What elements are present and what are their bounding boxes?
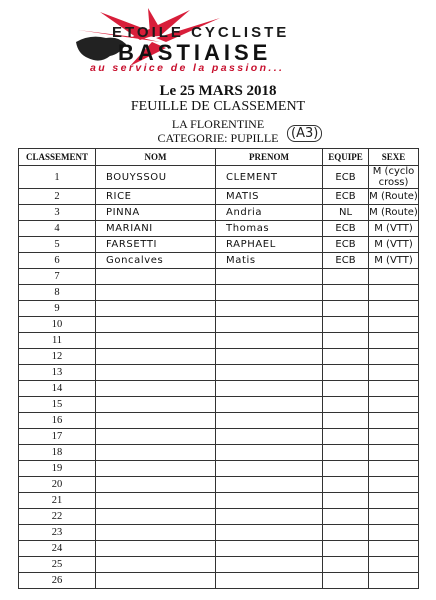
sexe-cell — [369, 429, 419, 445]
table-row — [19, 381, 419, 397]
table-body — [19, 166, 419, 589]
club-name-line2: BASTIAISE — [118, 40, 272, 65]
table-row — [19, 166, 419, 189]
rank-cell: 21 — [19, 493, 96, 509]
prenom-cell: RAPHAEL — [216, 237, 323, 253]
nom-cell — [96, 381, 216, 397]
nom-cell: PINNA — [96, 205, 216, 221]
sexe-cell: M (VTT) — [369, 253, 419, 269]
equipe-cell: ECB — [323, 237, 369, 253]
equipe-cell — [323, 541, 369, 557]
rank-cell: 11 — [19, 333, 96, 349]
table-header-row — [19, 149, 419, 166]
nom-cell — [96, 429, 216, 445]
club-slogan: au service de la passion... — [90, 62, 285, 74]
equipe-cell — [323, 397, 369, 413]
equipe-cell — [323, 573, 369, 589]
nom-cell — [96, 573, 216, 589]
table-row — [19, 349, 419, 365]
nom-cell: MARIANI — [96, 221, 216, 237]
rank-cell: 13 — [19, 365, 96, 381]
equipe-cell — [323, 525, 369, 541]
rank-cell: 14 — [19, 381, 96, 397]
sexe-cell — [369, 573, 419, 589]
prenom-cell — [216, 349, 323, 365]
sexe-cell — [369, 541, 419, 557]
table-row — [19, 429, 419, 445]
prenom-cell — [216, 301, 323, 317]
rank-cell: 7 — [19, 269, 96, 285]
nom-cell — [96, 349, 216, 365]
rank-cell: 25 — [19, 557, 96, 573]
rank-cell: 22 — [19, 509, 96, 525]
rank-cell: 3 — [19, 205, 96, 221]
equipe-cell: ECB — [323, 166, 369, 189]
sexe-cell: M (VTT) — [369, 221, 419, 237]
column-header-nom: NOM — [96, 149, 216, 166]
column-header-sexe: SEXE — [369, 149, 419, 166]
prenom-cell: Matis — [216, 253, 323, 269]
category-label: CATEGORIE: PUPILLE — [157, 131, 279, 145]
column-header-prenom: PRENOM — [216, 149, 323, 166]
equipe-cell — [323, 509, 369, 525]
prenom-cell — [216, 573, 323, 589]
rank-cell: 2 — [19, 189, 96, 205]
sexe-cell — [369, 381, 419, 397]
rank-cell: 6 — [19, 253, 96, 269]
nom-cell: FARSETTI — [96, 237, 216, 253]
table-row — [19, 221, 419, 237]
sexe-cell — [369, 285, 419, 301]
table-row — [19, 333, 419, 349]
prenom-cell — [216, 477, 323, 493]
prenom-cell — [216, 493, 323, 509]
equipe-cell — [323, 429, 369, 445]
sexe-cell — [369, 509, 419, 525]
rank-cell: 9 — [19, 301, 96, 317]
rank-cell: 23 — [19, 525, 96, 541]
nom-cell — [96, 333, 216, 349]
nom-cell — [96, 365, 216, 381]
sexe-cell — [369, 301, 419, 317]
equipe-cell: ECB — [323, 253, 369, 269]
nom-cell — [96, 413, 216, 429]
equipe-cell — [323, 317, 369, 333]
nom-cell — [96, 461, 216, 477]
table-row — [19, 445, 419, 461]
table-row — [19, 237, 419, 253]
rank-cell: 10 — [19, 317, 96, 333]
event-date: Le 25 MARS 2018 — [159, 83, 277, 99]
sexe-cell — [369, 413, 419, 429]
sexe-cell — [369, 397, 419, 413]
table-row — [19, 269, 419, 285]
rank-cell: 1 — [19, 166, 96, 189]
column-header-equipe: EQUIPE — [323, 149, 369, 166]
rank-cell: 19 — [19, 461, 96, 477]
rank-cell: 16 — [19, 413, 96, 429]
nom-cell — [96, 493, 216, 509]
table-row — [19, 413, 419, 429]
prenom-cell: Andria — [216, 205, 323, 221]
sexe-cell: M (Route) — [369, 189, 419, 205]
prenom-cell — [216, 509, 323, 525]
sexe-cell — [369, 477, 419, 493]
nom-cell — [96, 541, 216, 557]
prenom-cell — [216, 541, 323, 557]
table-row — [19, 317, 419, 333]
equipe-cell — [323, 413, 369, 429]
nom-cell — [96, 445, 216, 461]
sexe-cell: M (Route) — [369, 205, 419, 221]
sheet-title: FEUILLE DE CLASSEMENT — [130, 99, 306, 114]
prenom-cell: Thomas — [216, 221, 323, 237]
rank-cell: 4 — [19, 221, 96, 237]
table-row — [19, 397, 419, 413]
rank-cell: 5 — [19, 237, 96, 253]
table-row — [19, 253, 419, 269]
equipe-cell — [323, 285, 369, 301]
rank-cell: 20 — [19, 477, 96, 493]
table-row — [19, 573, 419, 589]
sexe-cell — [369, 493, 419, 509]
equipe-cell — [323, 445, 369, 461]
table-row — [19, 301, 419, 317]
nom-cell — [96, 317, 216, 333]
prenom-cell — [216, 365, 323, 381]
table-row — [19, 477, 419, 493]
table-row — [19, 525, 419, 541]
sexe-cell — [369, 445, 419, 461]
prenom-cell — [216, 333, 323, 349]
nom-cell — [96, 525, 216, 541]
prenom-cell — [216, 445, 323, 461]
sexe-cell — [369, 317, 419, 333]
nom-cell: Goncalves — [96, 253, 216, 269]
sexe-cell — [369, 333, 419, 349]
nom-cell — [96, 557, 216, 573]
equipe-cell — [323, 333, 369, 349]
nom-cell — [96, 301, 216, 317]
prenom-cell — [216, 413, 323, 429]
equipe-cell — [323, 477, 369, 493]
table-row — [19, 557, 419, 573]
table-row — [19, 365, 419, 381]
equipe-cell — [323, 269, 369, 285]
equipe-cell: ECB — [323, 189, 369, 205]
nom-cell — [96, 285, 216, 301]
table-row — [19, 509, 419, 525]
prenom-cell — [216, 525, 323, 541]
sexe-cell — [369, 525, 419, 541]
sexe-cell — [369, 365, 419, 381]
prenom-cell — [216, 269, 323, 285]
rank-cell: 8 — [19, 285, 96, 301]
equipe-cell — [323, 301, 369, 317]
prenom-cell: MATIS — [216, 189, 323, 205]
rank-cell: 26 — [19, 573, 96, 589]
club-name-line1: ETOILE CYCLISTE — [112, 24, 290, 41]
rank-cell: 12 — [19, 349, 96, 365]
prenom-cell — [216, 397, 323, 413]
race-name: LA FLORENTINE — [171, 117, 265, 131]
nom-cell — [96, 509, 216, 525]
column-header-classement: CLASSEMENT — [19, 149, 96, 166]
prenom-cell: CLEMENT — [216, 166, 323, 189]
sexe-cell — [369, 461, 419, 477]
equipe-cell: ECB — [323, 221, 369, 237]
sexe-cell — [369, 349, 419, 365]
rank-cell: 15 — [19, 397, 96, 413]
sexe-cell: M (VTT) — [369, 237, 419, 253]
prenom-cell — [216, 557, 323, 573]
nom-cell: BOUYSSOU — [96, 166, 216, 189]
equipe-cell — [323, 461, 369, 477]
nom-cell — [96, 477, 216, 493]
table-row — [19, 493, 419, 509]
equipe-cell — [323, 557, 369, 573]
rank-cell: 24 — [19, 541, 96, 557]
prenom-cell — [216, 317, 323, 333]
club-logo — [70, 8, 370, 82]
rank-cell: 17 — [19, 429, 96, 445]
equipe-cell: NL — [323, 205, 369, 221]
prenom-cell — [216, 381, 323, 397]
equipe-cell — [323, 349, 369, 365]
equipe-cell — [323, 493, 369, 509]
prenom-cell — [216, 461, 323, 477]
nom-cell: RICE — [96, 189, 216, 205]
equipe-cell — [323, 365, 369, 381]
table-row — [19, 189, 419, 205]
sexe-cell: M (cyclo cross) — [369, 166, 419, 189]
table-row — [19, 205, 419, 221]
prenom-cell — [216, 285, 323, 301]
category-handwritten: (A3) — [287, 125, 322, 142]
rank-cell: 18 — [19, 445, 96, 461]
nom-cell — [96, 397, 216, 413]
sexe-cell — [369, 269, 419, 285]
table-row — [19, 285, 419, 301]
equipe-cell — [323, 381, 369, 397]
sexe-cell — [369, 557, 419, 573]
table-row — [19, 541, 419, 557]
prenom-cell — [216, 429, 323, 445]
ranking-table — [18, 148, 419, 589]
table-row — [19, 461, 419, 477]
nom-cell — [96, 269, 216, 285]
